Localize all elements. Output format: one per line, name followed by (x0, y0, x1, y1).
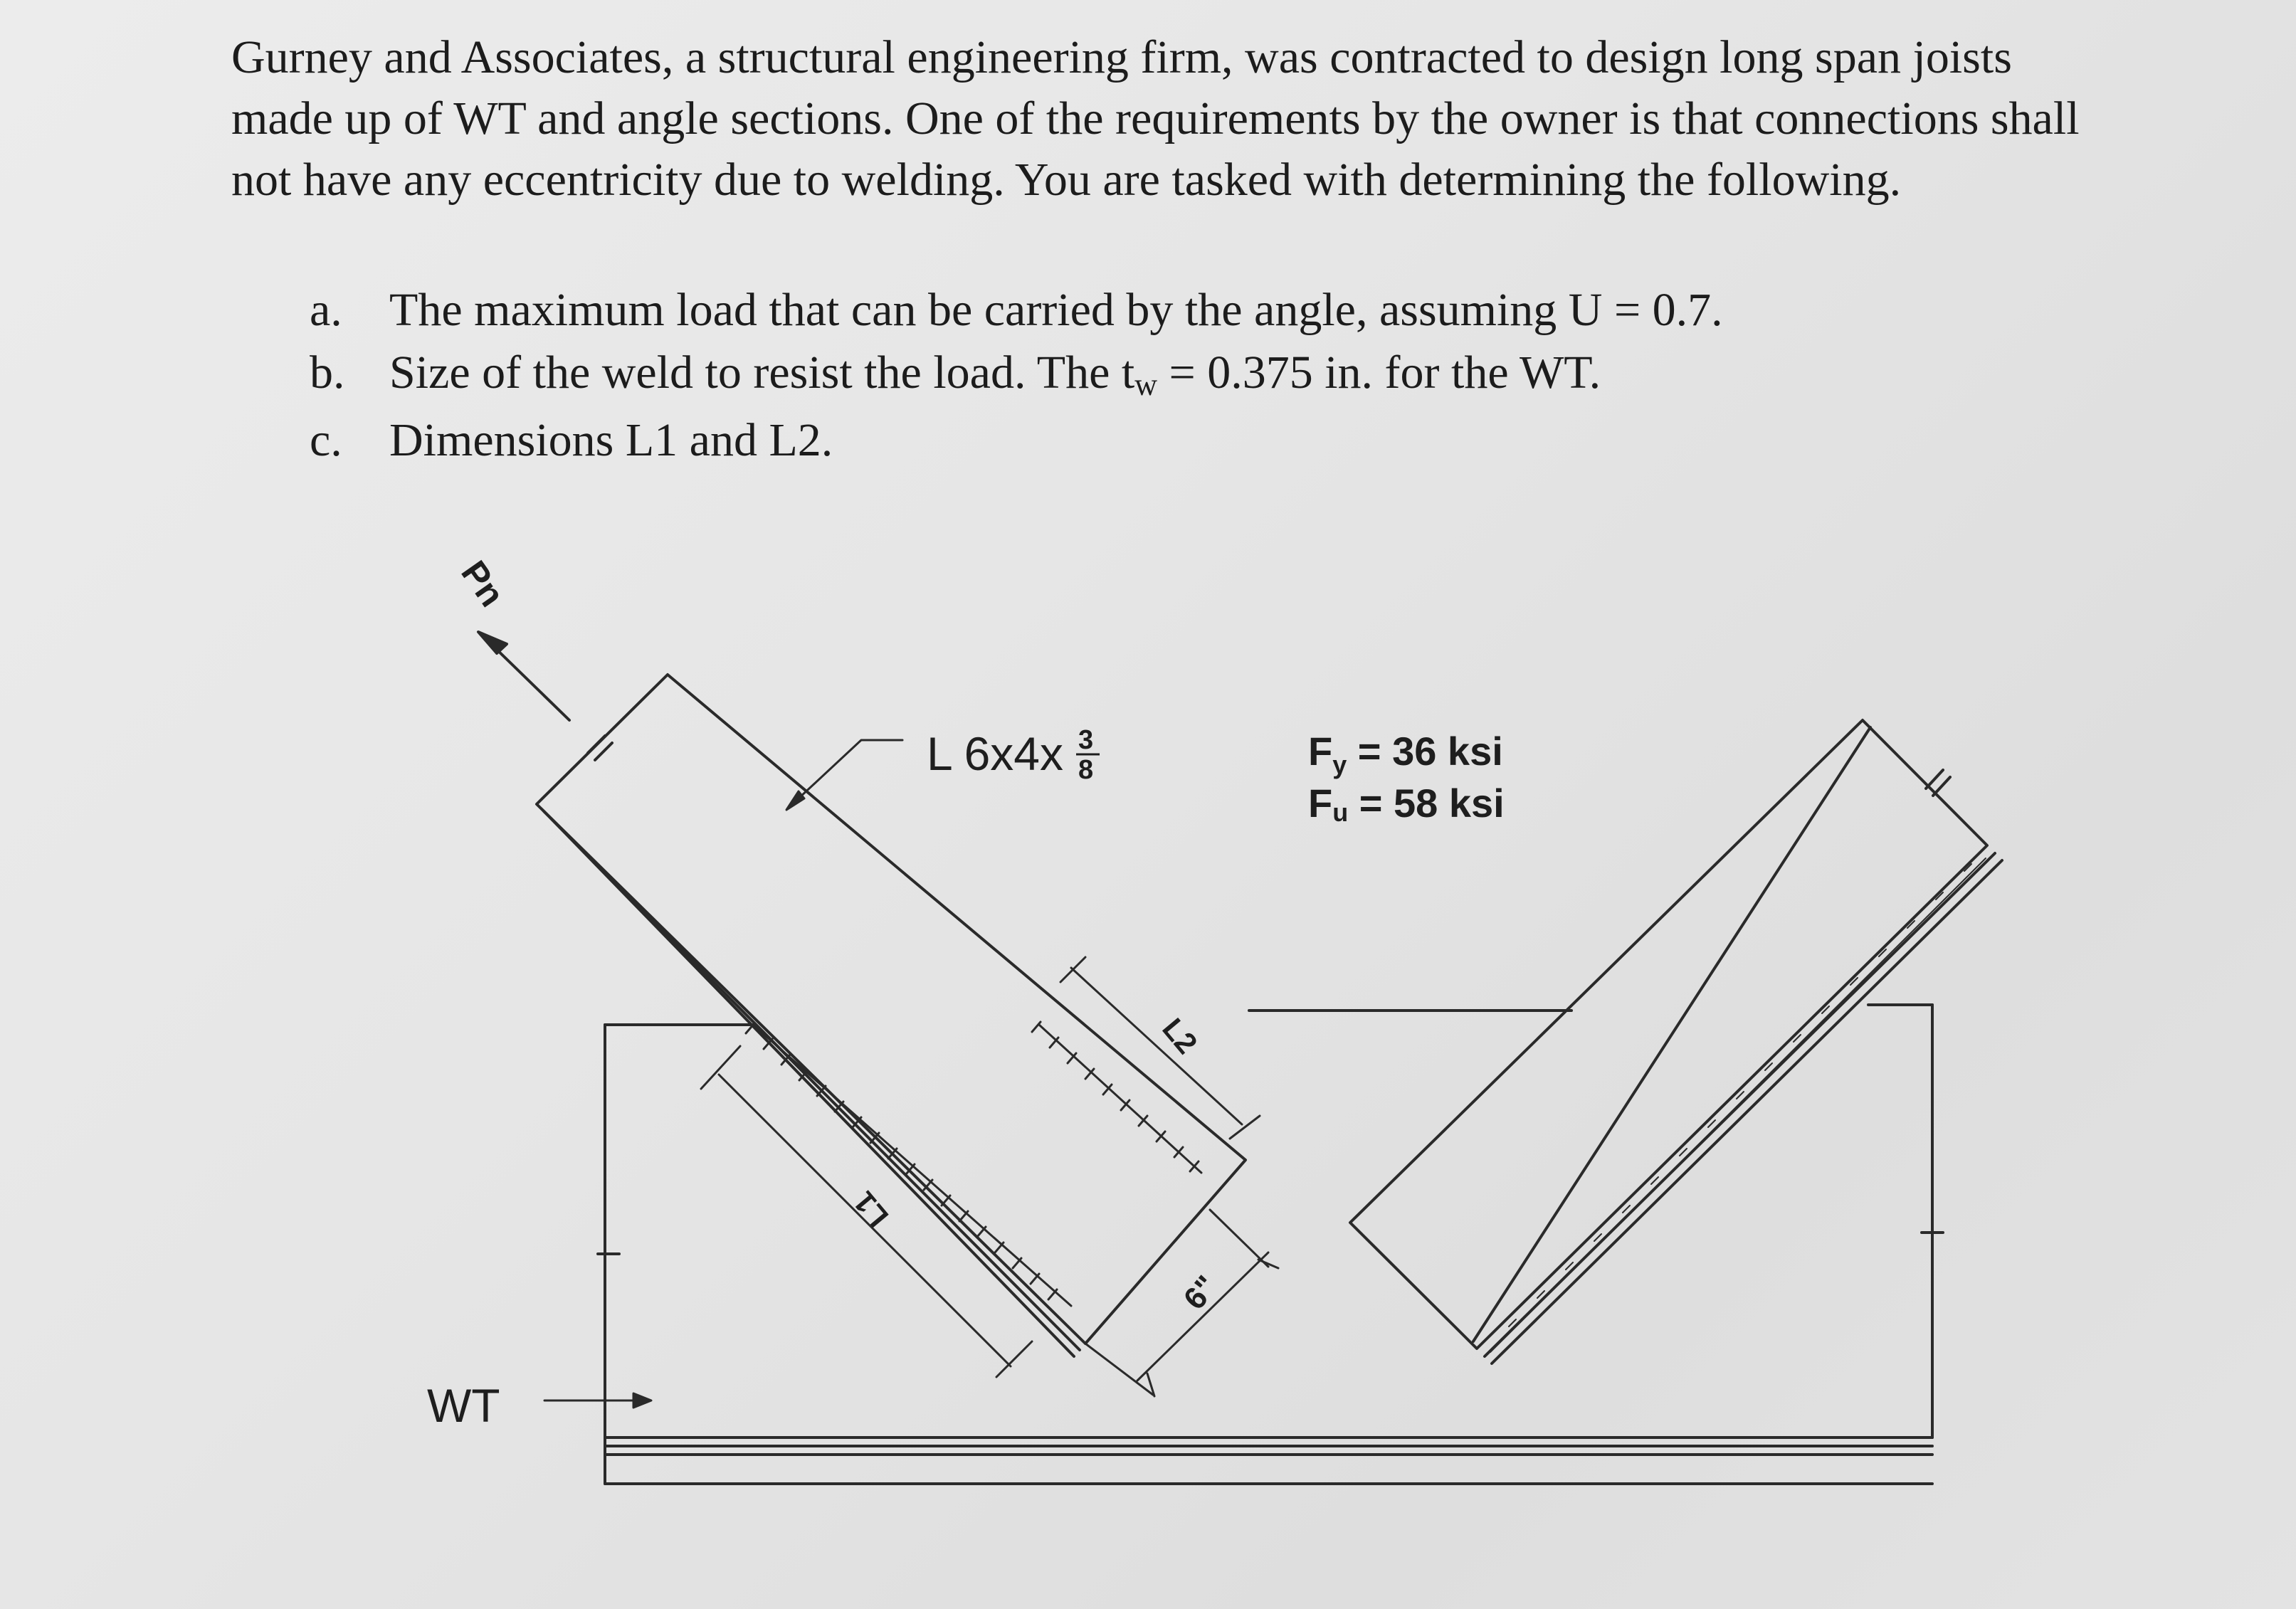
fy-subscript: y (1332, 750, 1347, 779)
task-marker: c. (310, 414, 342, 466)
wt-flange (605, 1437, 1932, 1484)
task-subscript: w (1134, 367, 1157, 402)
fy-label (1308, 729, 1503, 779)
task-text: Dimensions L1 and L2. (389, 414, 833, 466)
angle-label-text: L 6x4x (927, 727, 1064, 780)
fu-symbol: F (1308, 781, 1333, 825)
angle-section-label (927, 727, 1063, 780)
task-text-part: Size of the weld to resist the load. The t (389, 347, 1135, 399)
task-text-part: = 0.375 in. for the WT. (1157, 347, 1601, 399)
l2-label: L2 (1156, 1011, 1204, 1060)
fy-symbol: F (1308, 729, 1333, 774)
fu-label (1308, 781, 1505, 827)
fu-value: = 58 ksi (1348, 781, 1505, 825)
dimension-l2 (1060, 957, 1260, 1139)
dimension-width (1085, 1210, 1278, 1396)
fy-value: = 36 ksi (1347, 729, 1503, 774)
angle-member-left (537, 675, 1246, 1356)
angle-leader (786, 740, 902, 810)
l1-label: L1 (846, 1185, 895, 1234)
load-label: Pn (453, 553, 512, 614)
angle-fraction-numerator: 3 (1078, 725, 1094, 755)
angle-fraction-denominator: 8 (1078, 755, 1094, 785)
width-label: 6" (1176, 1269, 1225, 1317)
problem-statement: Gurney and Associates, a structural engineering firm, was contracted to design long span joists made up of WT and angle sections. One of the requirements by the owner is that connections shall not have any eccentricity due to welding. You are tasked with determining the following. (231, 31, 2080, 206)
task-marker: a. (310, 284, 342, 336)
task-marker: b. (310, 347, 345, 399)
wt-label: WT (427, 1379, 500, 1432)
fu-subscript: u (1332, 798, 1349, 827)
task-text: The maximum load that can be carried by the angle, assuming U = 0.7. (389, 284, 1723, 336)
wt-leader (544, 1393, 651, 1408)
load-arrow (478, 632, 569, 720)
